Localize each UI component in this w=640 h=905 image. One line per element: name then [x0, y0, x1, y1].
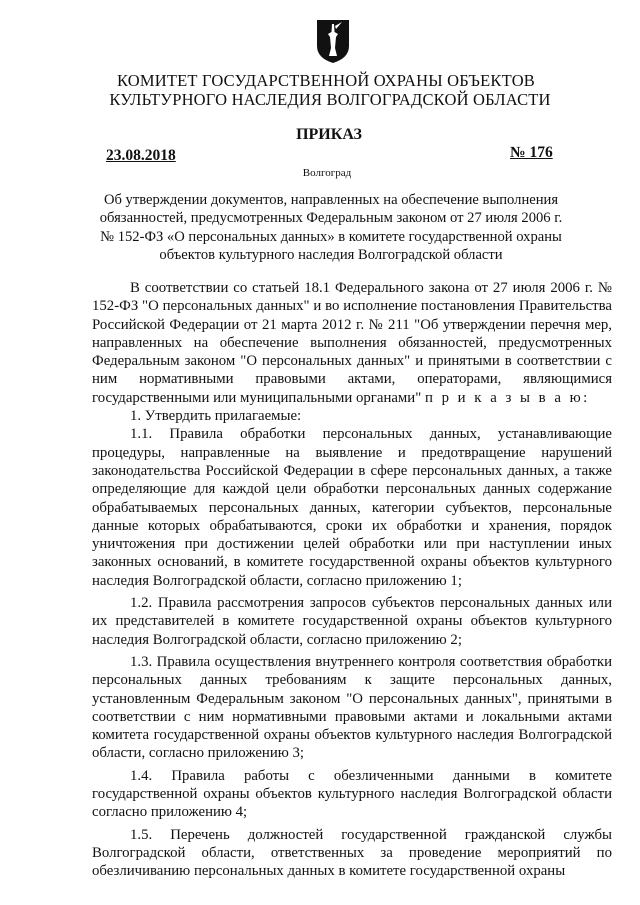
item-1-5: 1.5. Перечень должностей государственной гражданской службы Волгоградской области, ответственных за проведение мероприятий по обезличиванию персональных данных в комитете государственной охраны	[92, 826, 612, 880]
item-1-2: 1.2. Правила рассмотрения запросов субъектов персональных данных или их представителей в комитете государственной охраны объектов культурного наследия Волгоградской области, согласно приложению 2;	[92, 595, 612, 648]
order-date: 23.08.2018	[106, 147, 176, 164]
organization-name-line1: КОМИТЕТ ГОСУДАРСТВЕННОЙ ОХРАНЫ ОБЪЕКТОВ	[116, 71, 536, 90]
item-1-3: 1.3. Правила осуществления внутреннего контроля соответствия обработки персональных данных требованиям к защите персональных данных, установленным Федеральным законом "О персональных данных", принятыми в соответствии с ним нормативными правовыми актами и локальными актами комитета государственной охраны объектов культурного наследия Волгоградской области, согласно приложению 3;	[92, 653, 612, 762]
subject-line: объектов культурного наследия Волгоградской области	[159, 247, 503, 264]
subject-line: Об утверждении документов, направленных на обеспечение выполнения	[103, 192, 559, 208]
coat-of-arms-icon	[315, 18, 351, 64]
item-1: 1. Утвердить прилагаемые:	[130, 408, 302, 425]
order-subject	[96, 191, 566, 265]
order-number: № 176	[510, 144, 553, 161]
order-body	[92, 279, 612, 881]
order-city: Волгоград	[302, 167, 352, 179]
intro-paragraph	[92, 279, 612, 407]
prikazyvayu-text: п р и к а з ы в а ю:	[424, 389, 590, 406]
subject-line: обязанностей, предусмотренных Федеральным законом от 27 июля 2006 г.	[99, 210, 563, 227]
organization-name-line2: КУЛЬТУРНОГО НАСЛЕДИЯ ВОЛГОГРАДСКОЙ ОБЛАСТИ	[109, 90, 551, 109]
subject-line: № 152-ФЗ «О персональных данных» в комитете государственной охраны	[100, 228, 562, 245]
document-title: ПРИКАЗ	[296, 126, 362, 143]
item-1-1: 1.1. Правила обработки персональных данных, устанавливающие процедуры, направленные на выявление и предотвращение нарушений законодательства Российской Федерации в сфере персональных данных, а также определяющие для каждой цели обработки персональных данных содержание обрабатываемых персональных данных, категории субъектов, персональные данные которых обрабатываются, сроки их обработки и хранения, порядок уничтожения при достижении целей обработки или при наступлении иных законных оснований, в комитете государственной охраны объектов культурного наследия Волгоградской области, согласно приложению 1;	[92, 426, 612, 589]
intro-text: В соответствии со статьей 18.1 Федерального закона от 27 июля 2006 г. № 152-ФЗ "О персональных данных" и во исполнение постановления Правительства Российской Федерации от 21 марта 2012 г. № 211 "Об утверждении перечня мер, направленных на обеспечение выполнения обязанностей, предусмотренных Федеральным законом "О персональных данных" и принятыми в соответствии с ним нормативными правовыми актами, операторами, являющимися государственными или муниципальными органами"	[92, 280, 612, 406]
item-1-4: 1.4. Правила работы с обезличенными данными в комитете государственной охраны объектов культурного наследия Волгоградской области согласно приложению 4;	[92, 767, 612, 821]
